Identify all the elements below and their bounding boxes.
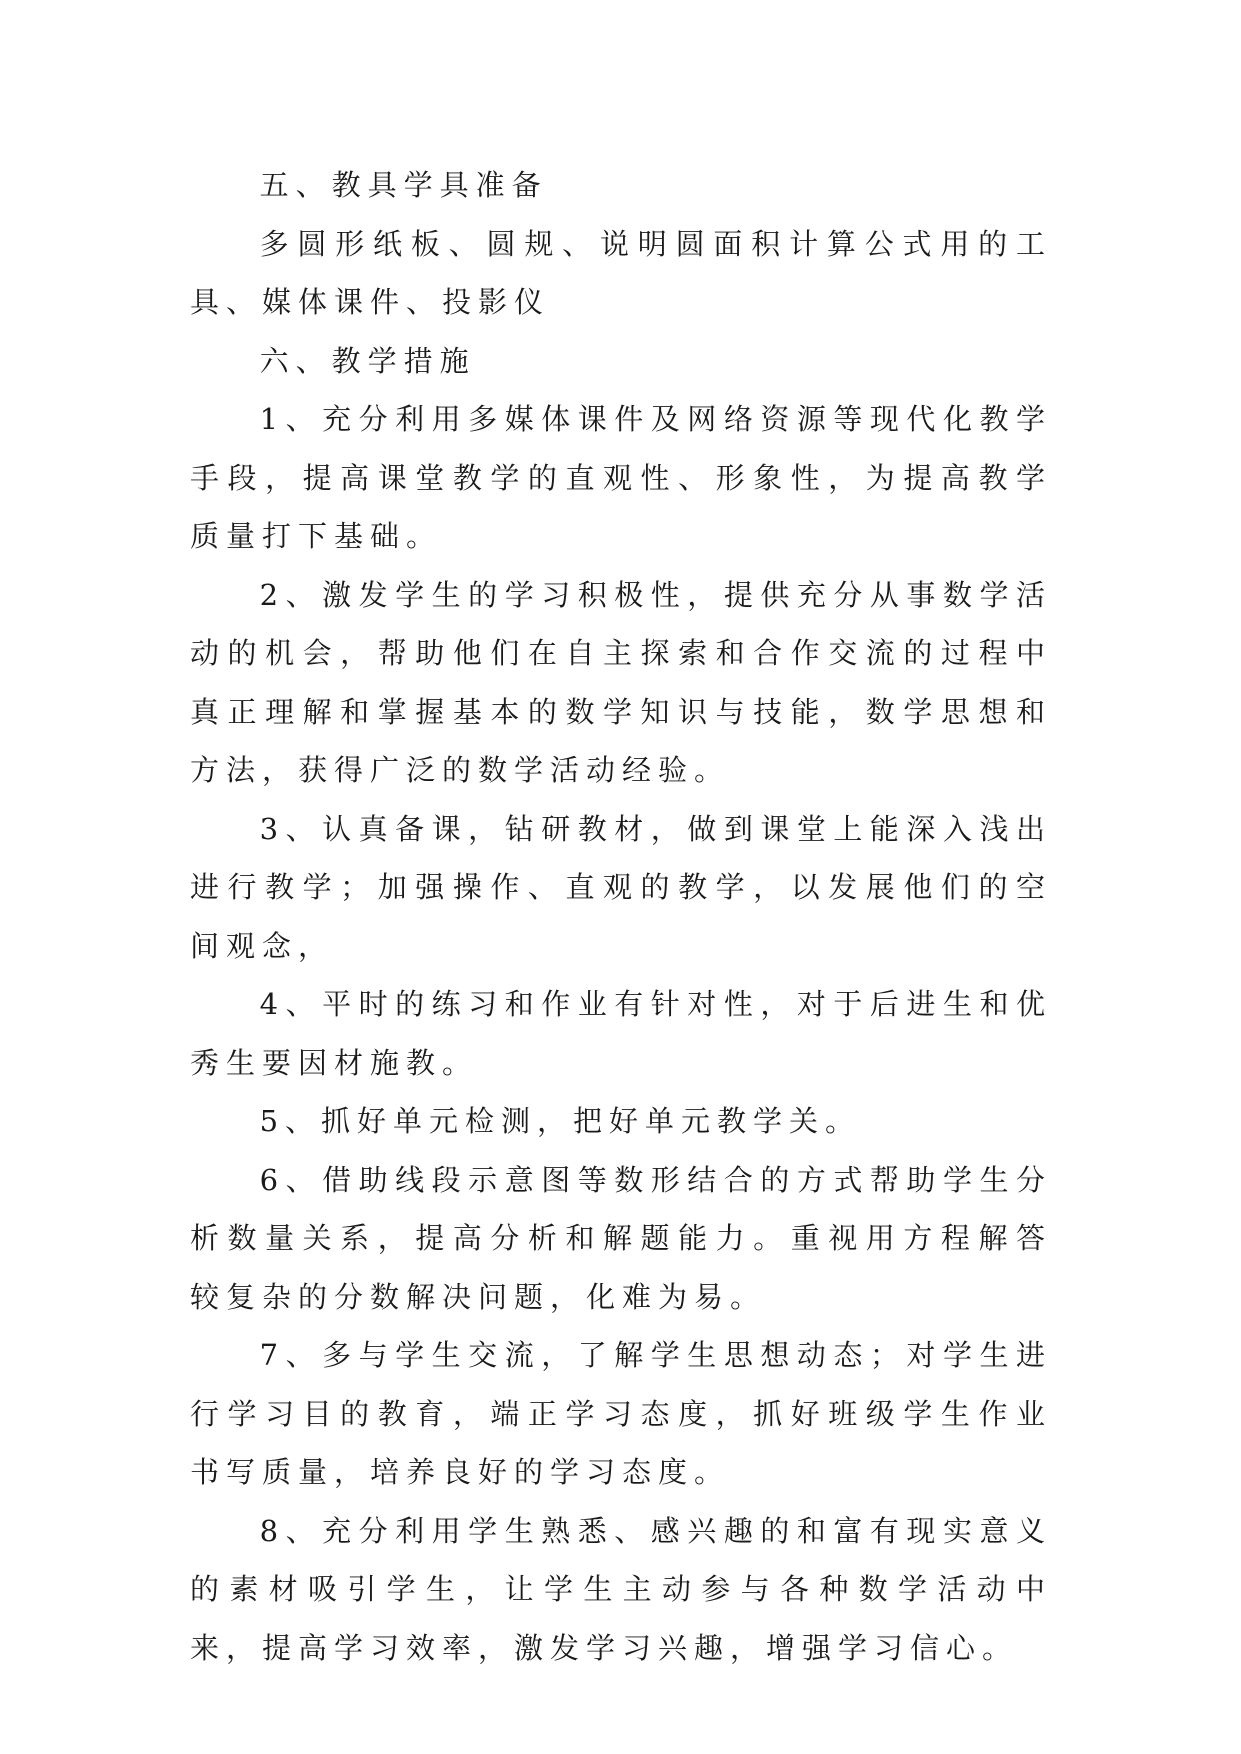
measure-item-2: 2、激发学生的学习积极性，提供充分从事数学活动的机会，帮助他们在自主探索和合作交流的过程中真正理解和掌握基本的数学知识与技能，数学思想和方法，获得广泛的数学活动经验。 [190, 577, 1052, 787]
measure-item-1: 1、充分利用多媒体课件及网络资源等现代化教学手段，提高课堂教学的直观性、形象性，为提高教学质量打下基础。 [190, 402, 1052, 553]
section-heading-materials: 五、教具学具准备 [259, 168, 548, 202]
measure-item-7: 7、多与学生交流，了解学生思想动态；对学生进行学习目的教育，端正学习态度，抓好班级学生作业书写质量，培养良好的学习态度。 [190, 1338, 1052, 1489]
document-body [190, 156, 1052, 1677]
section-heading-measures: 六、教学措施 [259, 343, 476, 378]
paragraph-materials-list: 多圆形纸板、圆规、说明圆面积计算公式用的工具、媒体课件、投影仪 [190, 226, 1052, 319]
measure-item-8: 8、充分利用学生熟悉、感兴趣的和富有现实意义的素材吸引学生，让学生主动参与各种数学活动中来，提高学习效率，激发学习兴趣，增强学习信心。 [190, 1513, 1052, 1665]
measure-item-4: 4、平时的练习和作业有针对性，对于后进生和优秀生要因材施教。 [190, 987, 1052, 1080]
measure-item-6: 6、借助线段示意图等数形结合的方式帮助学生分析数量关系，提高分析和解题能力。重视用方程解答较复杂的分数解决问题，化难为易。 [190, 1162, 1052, 1314]
measure-item-3: 3、认真备课，钻研教材，做到课堂上能深入浅出进行教学；加强操作、直观的教学，以发展他们的空间观念， [190, 811, 1052, 963]
measure-item-5: 5、抓好单元检测，把好单元教学关。 [259, 1104, 862, 1138]
